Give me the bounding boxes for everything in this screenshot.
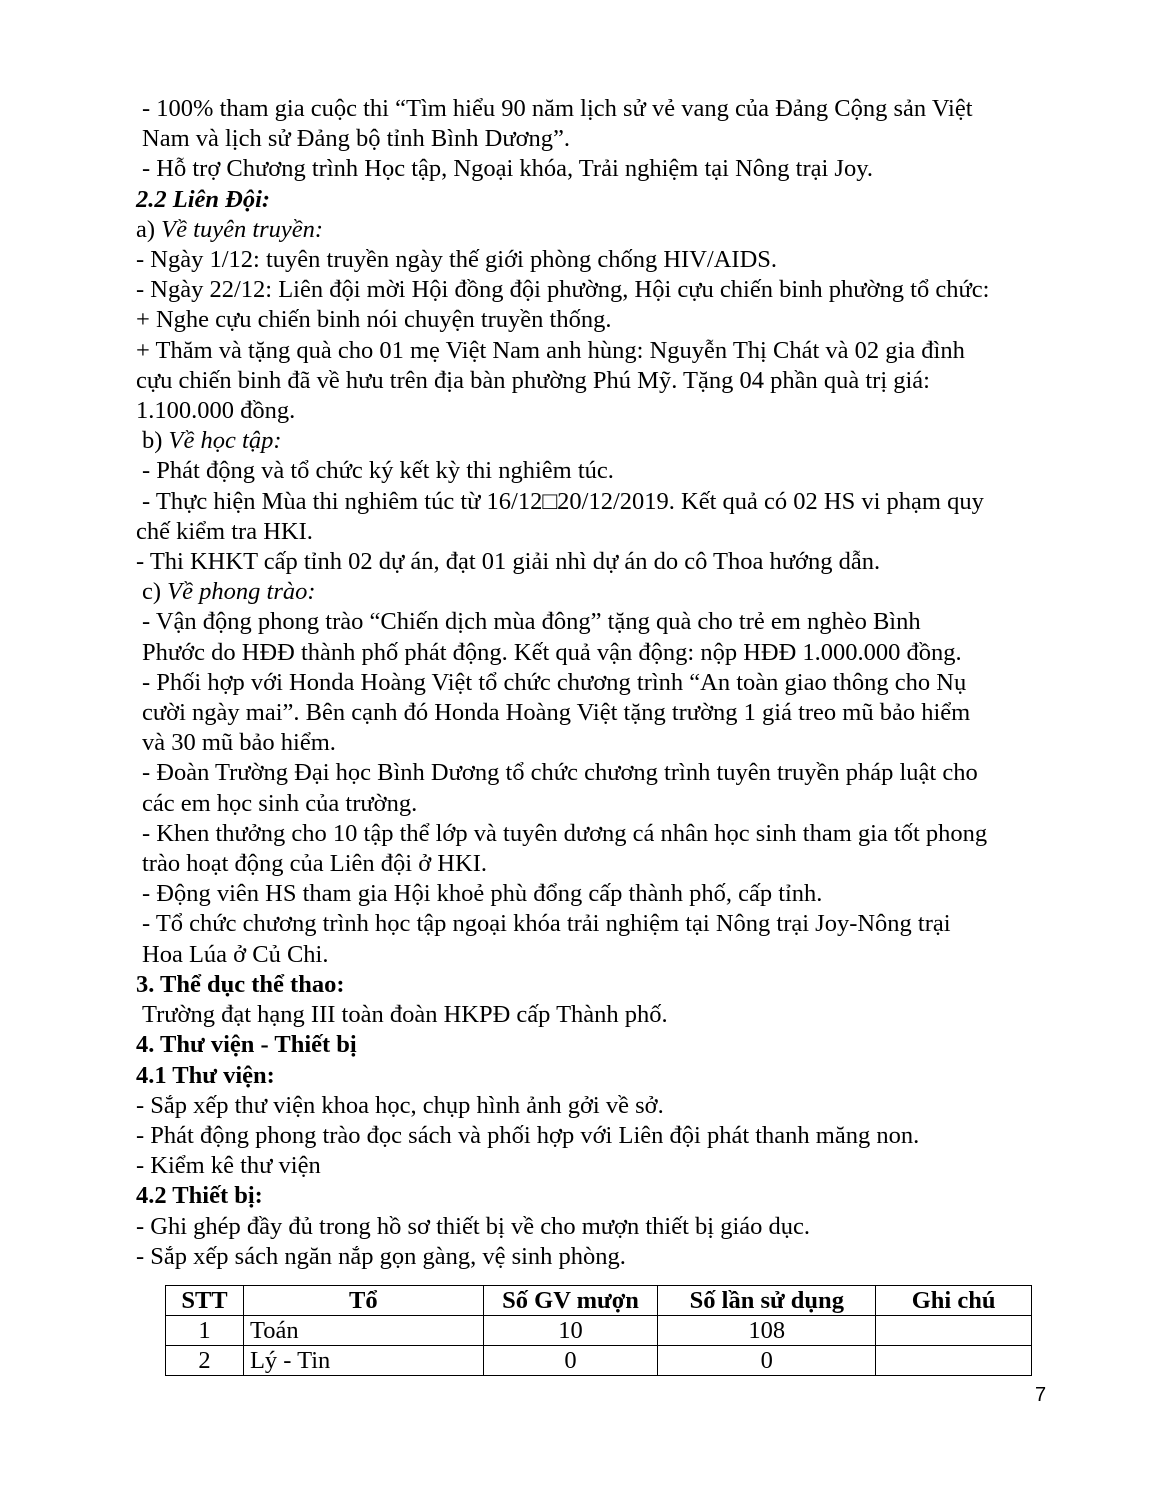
table-cell-ghi-chu bbox=[876, 1316, 1032, 1346]
table-header-cell: Số GV mượn bbox=[483, 1286, 658, 1316]
table-header-row bbox=[166, 1286, 1032, 1316]
table-cell-so-gv-muon: 10 bbox=[483, 1316, 658, 1346]
paragraph-line: - Phối hợp với Honda Hoàng Việt tổ chức chương trình “An toàn giao thông cho Nụ bbox=[142, 668, 967, 696]
paragraph-line: cựu chiến binh đã về hưu trên địa bàn phường Phú Mỹ. Tặng 04 phần quà trị giá: bbox=[136, 366, 930, 394]
document-page bbox=[136, 94, 1059, 1272]
subheading-text: Về tuyên truyền: bbox=[161, 215, 324, 243]
section-heading-thu-vien: 4.1 Thư viện: bbox=[136, 1061, 275, 1089]
table-cell-so-lan-su-dung: 0 bbox=[658, 1346, 876, 1376]
subheading-tuyen-truyen bbox=[136, 215, 1059, 245]
page-number: 7 bbox=[1035, 1384, 1047, 1406]
table-row bbox=[166, 1316, 1032, 1346]
paragraph-line: các em học sinh của trường. bbox=[142, 789, 418, 817]
paragraph-line: - Phát động và tổ chức ký kết kỳ thi nghiêm túc. bbox=[142, 457, 614, 485]
table-cell-to: Lý - Tin bbox=[243, 1346, 483, 1376]
table-header-cell: STT bbox=[166, 1286, 244, 1316]
paragraph-line: - Thi KHKT cấp tỉnh 02 dự án, đạt 01 giải nhì dự án do cô Thoa hướng dẫn. bbox=[136, 548, 881, 576]
list-marker: c) bbox=[142, 578, 162, 606]
paragraph-line: - Sắp xếp thư viện khoa học, chụp hình ảnh gởi về sở. bbox=[136, 1091, 664, 1119]
subheading-text: Về phong trào: bbox=[167, 578, 316, 606]
paragraph-line: - Ghi ghép đầy đủ trong hồ sơ thiết bị về cho mượn thiết bị giáo dục. bbox=[136, 1212, 811, 1240]
subheading-phong-trao bbox=[136, 577, 1059, 607]
paragraph-line: - Động viên HS tham gia Hội khoẻ phù đổng cấp thành phố, cấp tỉnh. bbox=[142, 880, 823, 908]
paragraph-line: - 100% tham gia cuộc thi “Tìm hiểu 90 năm lịch sử vẻ vang của Đảng Cộng sản Việt bbox=[142, 95, 973, 122]
paragraph-line: trào hoạt động của Liên đội ở HKI. bbox=[142, 850, 487, 878]
paragraph-line: - Khen thưởng cho 10 tập thể lớp và tuyên dương cá nhân học sinh tham gia tốt phong bbox=[142, 819, 988, 847]
equipment-usage-table bbox=[165, 1285, 1032, 1376]
table-header-cell: Số lần sử dụng bbox=[658, 1286, 876, 1316]
section-heading-thu-vien-thiet-bi: 4. Thư viện - Thiết bị bbox=[136, 1031, 357, 1059]
table-cell-ghi-chu bbox=[876, 1346, 1032, 1376]
paragraph-line: - Vận động phong trào “Chiến dịch mùa đông” tặng quà cho trẻ em nghèo Bình bbox=[142, 608, 921, 636]
paragraph-line: - Thực hiện Mùa thi nghiêm túc từ 16/12□20/12/2019. Kết quả có 02 HS vi phạm quy bbox=[142, 487, 984, 515]
paragraph-line: - Phát động phong trào đọc sách và phối hợp với Liên đội phát thanh măng non. bbox=[136, 1121, 920, 1149]
list-marker: a) bbox=[136, 215, 156, 243]
paragraph-line: - Đoàn Trường Đại học Bình Dương tổ chức chương trình tuyên truyền pháp luật cho bbox=[142, 759, 978, 787]
list-marker: b) bbox=[142, 427, 163, 455]
subheading-hoc-tap bbox=[136, 426, 1059, 456]
table-header-cell: Ghi chú bbox=[876, 1286, 1032, 1316]
table-header-cell: Tổ bbox=[243, 1286, 483, 1316]
paragraph-line: - Sắp xếp sách ngăn nắp gọn gàng, vệ sinh phòng. bbox=[136, 1242, 626, 1270]
paragraph-line: Nam và lịch sử Đảng bộ tỉnh Bình Dương”. bbox=[142, 125, 571, 153]
table-cell-so-gv-muon: 0 bbox=[483, 1346, 658, 1376]
paragraph-line: - Kiểm kê thư viện bbox=[136, 1152, 321, 1180]
table-row bbox=[166, 1346, 1032, 1376]
paragraph-line: Trường đạt hạng III toàn đoàn HKPĐ cấp Thành phố. bbox=[142, 1001, 668, 1029]
table-cell-to: Toán bbox=[243, 1316, 483, 1346]
paragraph-line: - Hỗ trợ Chương trình Học tập, Ngoại khóa, Trải nghiệm tại Nông trại Joy. bbox=[142, 155, 874, 183]
table-cell-so-lan-su-dung: 108 bbox=[658, 1316, 876, 1346]
subheading-text: Về học tập: bbox=[168, 427, 282, 455]
paragraph-line: + Thăm và tặng quà cho 01 mẹ Việt Nam anh hùng: Nguyễn Thị Chát và 02 gia đình bbox=[136, 336, 965, 364]
paragraph-line: chế kiểm tra HKI. bbox=[136, 517, 313, 545]
section-heading-thiet-bi: 4.2 Thiết bị: bbox=[136, 1182, 263, 1210]
table-cell-stt: 1 bbox=[166, 1316, 244, 1346]
table-cell-stt: 2 bbox=[166, 1346, 244, 1376]
section-heading-lien-doi: 2.2 Liên Đội: bbox=[136, 185, 271, 213]
paragraph-line: + Nghe cựu chiến binh nói chuyện truyền thống. bbox=[136, 306, 612, 334]
paragraph-line: - Ngày 1/12: tuyên truyền ngày thế giới phòng chống HIV/AIDS. bbox=[136, 246, 778, 274]
paragraph-line: Phước do HĐĐ thành phố phát động. Kết quả vận động: nộp HĐĐ 1.000.000 đồng. bbox=[142, 638, 962, 666]
paragraph-line: - Ngày 22/12: Liên đội mời Hội đồng đội phường, Hội cựu chiến binh phường tổ chức: bbox=[136, 276, 990, 304]
paragraph-line: Hoa Lúa ở Củ Chi. bbox=[142, 940, 329, 968]
section-heading-the-duc: 3. Thể dục thể thao: bbox=[136, 970, 345, 998]
paragraph-line: và 30 mũ bảo hiểm. bbox=[142, 729, 336, 757]
paragraph-line: cười ngày mai”. Bên cạnh đó Honda Hoàng Việt tặng trường 1 giá treo mũ bảo hiểm bbox=[142, 699, 971, 727]
equipment-usage-table-wrapper bbox=[165, 1285, 1032, 1376]
paragraph-line: - Tổ chức chương trình học tập ngoại khóa trải nghiệm tại Nông trại Joy-Nông trại bbox=[142, 910, 951, 938]
paragraph-line: 1.100.000 đồng. bbox=[136, 397, 296, 425]
